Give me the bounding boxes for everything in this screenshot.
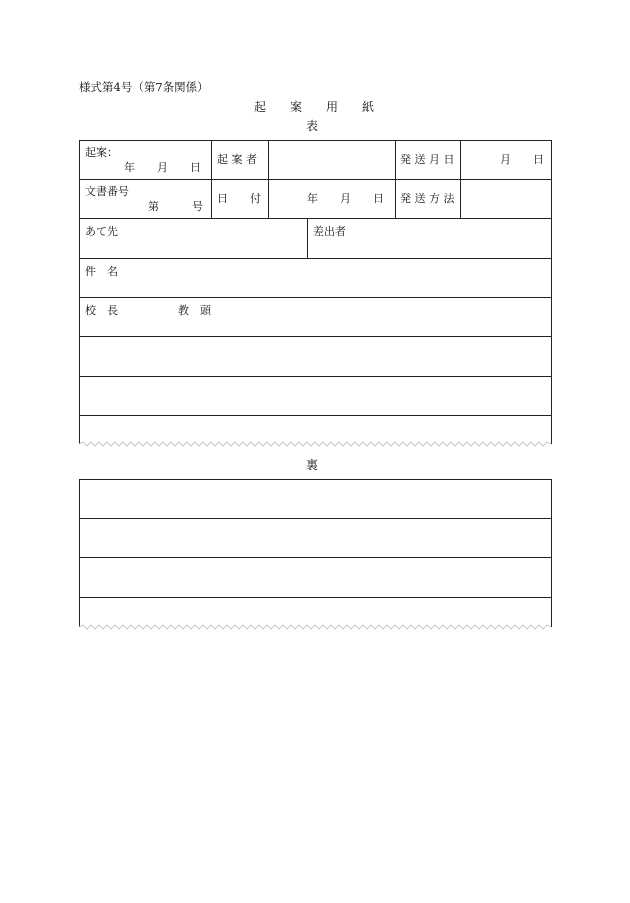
send-date-label: 発 送 月 日 [400, 153, 455, 166]
form-number: 様式第4号（第7条関係） [79, 80, 209, 94]
back-label: 裏 [306, 458, 319, 472]
doc-number-field[interactable]: 第 号 [148, 200, 203, 213]
draft-label: 起案： [85, 146, 118, 159]
document-title: 起 案 用 紙 [254, 100, 375, 114]
send-date-field[interactable]: 月 日 [500, 153, 544, 166]
subject-label: 件 名 [85, 265, 118, 278]
vice-principal-label: 教 頭 [178, 304, 211, 317]
doc-number-label: 文書番号 [85, 185, 129, 198]
sender-label: 差出者 [313, 225, 346, 238]
front-label: 表 [306, 119, 319, 133]
send-method-label: 発 送 方 法 [400, 192, 455, 205]
draft-date-field[interactable]: 年 月 日 [124, 161, 201, 174]
date-label: 日 付 [217, 192, 261, 205]
date-field[interactable]: 年 月 日 [307, 192, 384, 205]
principal-label: 校 長 [85, 304, 118, 317]
addressee-label: あて先 [85, 225, 118, 238]
drafter-label: 起 案 者 [217, 153, 257, 166]
